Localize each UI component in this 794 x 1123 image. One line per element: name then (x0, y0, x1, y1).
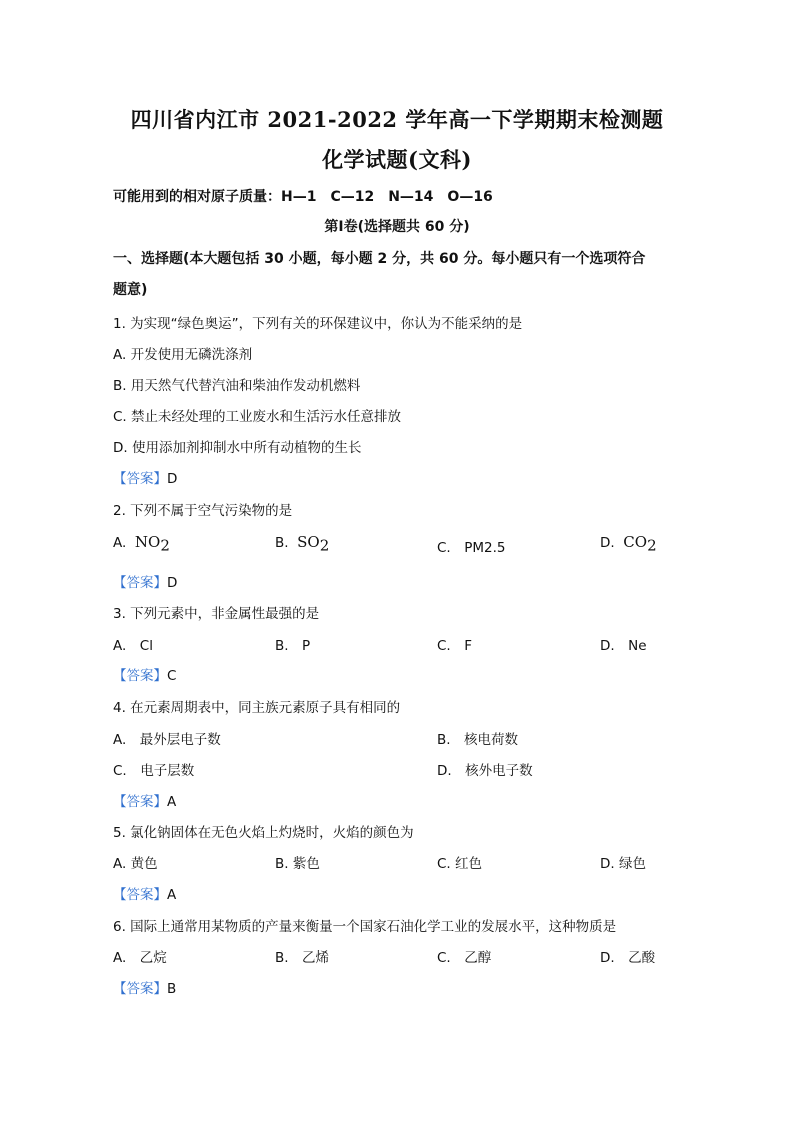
q5-option-a: A. 黄色 (113, 856, 158, 872)
q2-option-b: B. $SO_2$ (275, 533, 330, 555)
q1-option-b: B. 用天然气代替汽油和柴油作发动机燃料 (113, 378, 361, 394)
answer-value: D (167, 471, 178, 487)
part-heading-line2: 题意) (113, 282, 148, 298)
q2-answer: 【答案】D (113, 575, 178, 591)
q2-stem: 2. 下列不属于空气污染物的是 (113, 503, 293, 519)
q3-stem: 3. 下列元素中，非金属性最强的是 (113, 606, 320, 622)
part-heading-line1: 一、选择题(本大题包括 30 小题，每小题 2 分，共 60 分。每小题只有一个选项符合 (113, 251, 646, 267)
document-subtitle: 化学试题(文科) (322, 147, 472, 172)
q5-stem: 5. 氯化钠固体在无色火焰上灼烧时，火焰的颜色为 (113, 825, 414, 841)
q6-option-d: D. 乙酸 (600, 950, 656, 966)
section-heading: 第Ⅰ卷(选择题共 60 分) (324, 219, 470, 235)
q3-option-a: A. Cl (113, 638, 153, 654)
q3-option-c: C. F (437, 638, 472, 654)
q6-answer: 【答案】B (113, 981, 177, 997)
q4-answer: 【答案】A (113, 794, 177, 810)
q3-option-d: D. Ne (600, 638, 647, 654)
q4-option-d: D. 核外电子数 (437, 763, 533, 779)
q5-option-c: C. 红色 (437, 856, 483, 872)
q5-answer: 【答案】A (113, 887, 177, 903)
q6-option-c: C. 乙醇 (437, 950, 492, 966)
q4-option-b: B. 核电荷数 (437, 732, 519, 748)
q1-option-d: D. 使用添加剂抑制水中所有动植物的生长 (113, 440, 362, 456)
q4-option-c: C. 电子层数 (113, 763, 195, 779)
q3-answer: 【答案】C (113, 668, 177, 684)
q1-stem: 1. 为实现“绿色奥运”，下列有关的环保建议中，你认为不能采纳的是 (113, 316, 523, 332)
q5-option-d: D. 绿色 (600, 856, 646, 872)
atomic-mass-note: 可能用到的相对原子质量：H—1 C—12 N—14 O—16 (113, 189, 493, 205)
q1-option-c: C. 禁止未经处理的工业废水和生活污水任意排放 (113, 409, 402, 425)
q6-option-a: A. 乙烷 (113, 950, 167, 966)
q2-option-d: D. $CO_2$ (600, 533, 657, 555)
q2-option-a: A. $NO_2$ (113, 533, 170, 555)
q2-option-c: C. PM2.5 (437, 540, 506, 556)
q6-option-b: B. 乙烯 (275, 950, 330, 966)
q6-stem: 6. 国际上通常用某物质的产量来衡量一个国家石油化学工业的发展水平，这种物质是 (113, 919, 617, 935)
q5-option-b: B. 紫色 (275, 856, 320, 872)
q4-stem: 4. 在元素周期表中，同主族元素原子具有相同的 (113, 700, 401, 716)
document-title: 四川省内江市 2021-2022 学年高一下学期期末检测题 (130, 107, 664, 132)
q1-option-a: A. 开发使用无磷洗涤剂 (113, 347, 253, 363)
q1-answer (113, 467, 177, 487)
q3-option-b: B. P (275, 638, 311, 654)
q4-option-a: A. 最外层电子数 (113, 732, 221, 748)
answer-label: 【答案】 (113, 471, 167, 487)
